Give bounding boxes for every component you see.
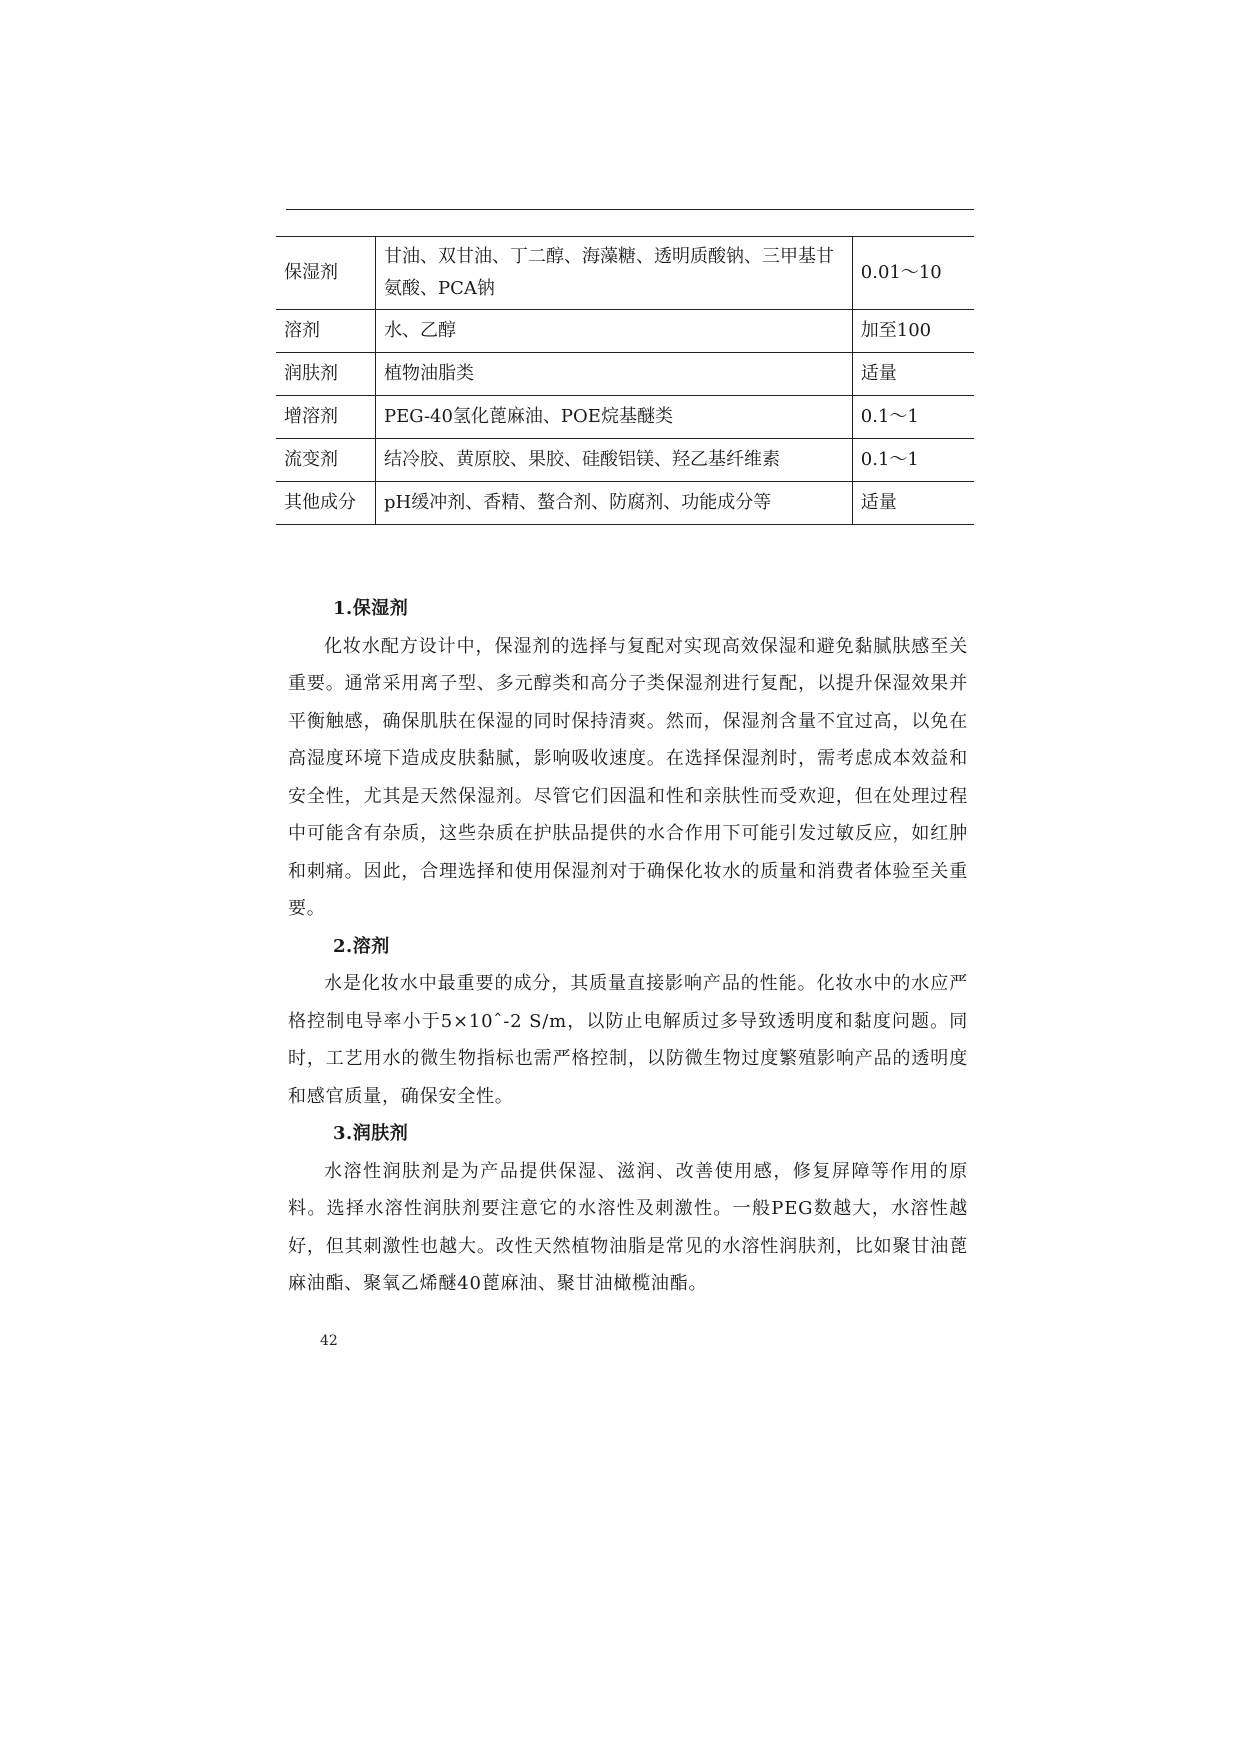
table-cell-category: 润肤剂	[276, 353, 375, 396]
table-cell-amount: 0.1～1	[852, 396, 974, 439]
table-cell-amount: 加至100	[852, 310, 974, 353]
table-row	[276, 396, 974, 439]
table-cell-amount: 0.01～10	[852, 237, 974, 310]
table-cell-category: 流变剂	[276, 439, 375, 482]
table-cell-examples: 植物油脂类	[375, 353, 852, 396]
table-cell-category: 溶剂	[276, 310, 375, 353]
table-cell-category: 其他成分	[276, 482, 375, 525]
table-cell-amount: 适量	[852, 353, 974, 396]
table-cell-examples: 水、乙醇	[375, 310, 852, 353]
table-row	[276, 237, 974, 310]
table-cell-examples: pH缓冲剂、香精、螯合剂、防腐剂、功能成分等	[375, 482, 852, 525]
table-cell-category: 保湿剂	[276, 237, 375, 310]
section-heading-humectant: 1.保湿剂	[333, 598, 409, 619]
table-cell-examples: 结冷胶、黄原胶、果胶、硅酸铝镁、羟乙基纤维素	[375, 439, 852, 482]
table-row	[276, 310, 974, 353]
body-text	[288, 590, 968, 1303]
page-number: 42	[320, 1333, 338, 1349]
table-row	[276, 353, 974, 396]
table-row	[276, 482, 974, 525]
table-cell-examples: 甘油、双甘油、丁二醇、海藻糖、透明质酸钠、三甲基甘氨酸、PCA钠	[375, 237, 852, 310]
section-paragraph-emollient: 水溶性润肤剂是为产品提供保湿、滋润、改善使用感，修复屏障等作用的原料。选择水溶性润肤剂要注意它的水溶性及刺激性。一般PEG数越大，水溶性越好，但其刺激性也越大。改性天然植物油脂是常见的水溶性润肤剂，比如聚甘油蓖麻油酯、聚氧乙烯醚40蓖麻油、聚甘油橄榄油酯。	[288, 1160, 968, 1294]
table-cell-amount: 适量	[852, 482, 974, 525]
section-heading-solvent: 2.溶剂	[333, 935, 390, 957]
table-cell-examples: PEG-40氢化蓖麻油、POE烷基醚类	[375, 396, 852, 439]
ingredient-table	[276, 236, 974, 525]
table-cell-category: 增溶剂	[276, 396, 375, 439]
table-cell-amount: 0.1～1	[852, 439, 974, 482]
header-rule	[286, 209, 974, 210]
section-paragraph-solvent: 水是化妆水中最重要的成分，其质量直接影响产品的性能。化妆水中的水应严格控制电导率小于5×10ˆ-2 S/m，以防止电解质过多导致透明度和黏度问题。同时，工艺用水的微生物指标也需严格控制，以防微生物过度繁殖影响产品的透明度和感官质量，确保安全性。	[288, 973, 968, 1107]
table-row	[276, 439, 974, 482]
section-paragraph-humectant: 化妆水配方设计中，保湿剂的选择与复配对实现高效保湿和避免黏腻肤感至关重要。通常采用离子型、多元醇类和高分子类保湿剂进行复配，以提升保湿效果并平衡触感，确保肌肤在保湿的同时保持清爽。然而，保湿剂含量不宜过高，以免在高湿度环境下造成皮肤黏腻，影响吸收速度。在选择保湿剂时，需考虑成本效益和安全性，尤其是天然保湿剂。尽管它们因温和性和亲肤性而受欢迎，但在处理过程中可能含有杂质，这些杂质在护肤品提供的水合作用下可能引发过敏反应，如红肿和刺痛。因此，合理选择和使用保湿剂对于确保化妆水的质量和消费者体验至关重要。	[288, 635, 968, 919]
section-heading-emollient: 3.润肤剂	[333, 1123, 409, 1144]
